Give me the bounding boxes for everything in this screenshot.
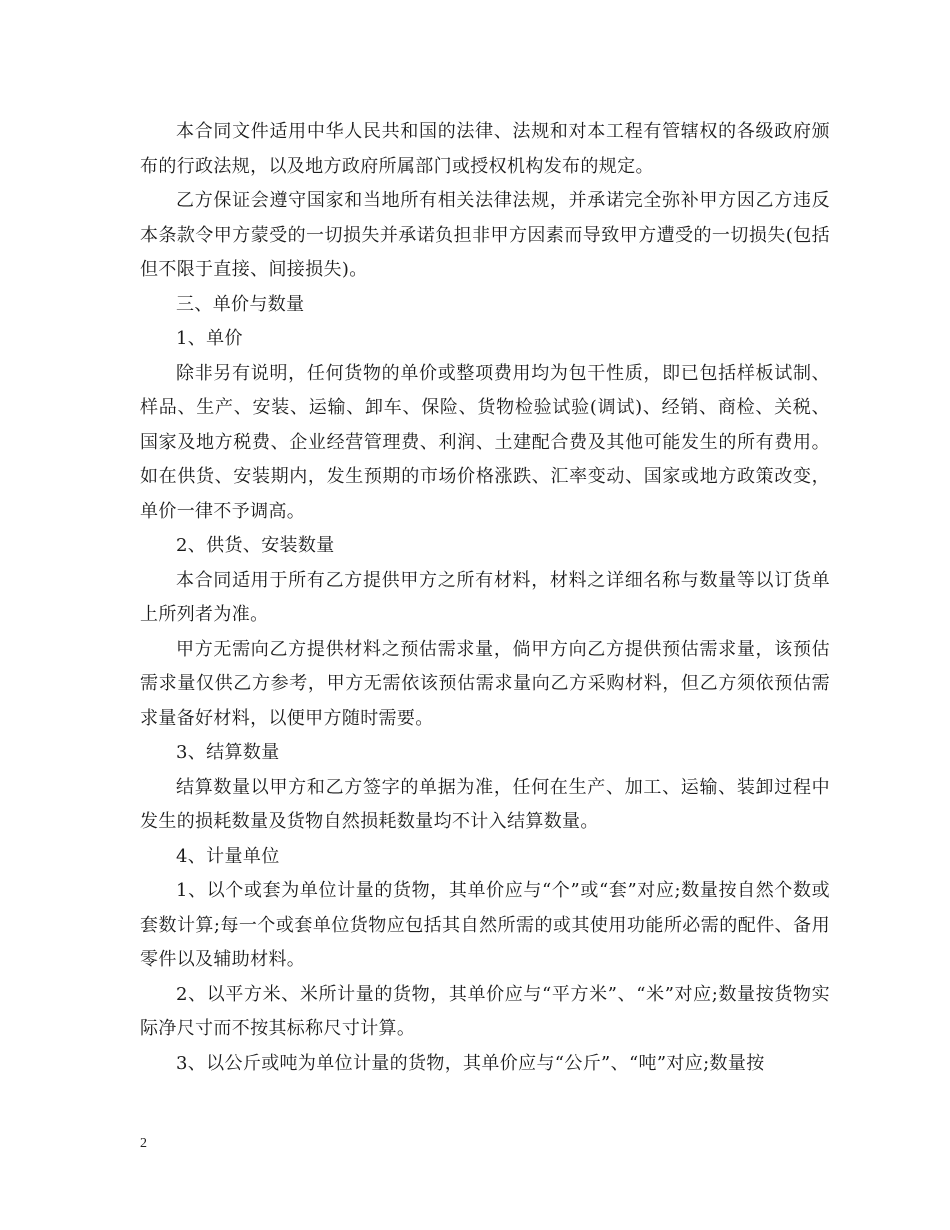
paragraph-unit-by-piece: 1、以个或套为单位计量的货物，其单价应与“个”或“套”对应;数量按自然个数或套数计算;每一个或套单位货物应包括其自然所需的或其使用功能所必需的配件、备用零件以及辅助材料。 <box>140 880 830 970</box>
page-number: 2 <box>140 1136 147 1151</box>
paragraph-order-scope: 本合同适用于所有乙方提供甲方之所有材料，材料之详细名称与数量等以订货单上所列者为准。 <box>140 569 830 625</box>
subheading-unit-price: 1、单价 <box>176 328 243 349</box>
subheading-settlement-quantity: 3、结算数量 <box>176 742 280 763</box>
subheading-supply-quantity: 2、供货、安装数量 <box>176 535 335 556</box>
paragraph-settlement-terms: 结算数量以甲方和乙方签字的单据为准，任何在生产、加工、运输、装卸过程中发生的损耗数量及货物自然损耗数量均不计入结算数量。 <box>140 776 830 832</box>
subheading-measurement-unit: 4、计量单位 <box>176 845 280 867</box>
paragraph-unit-by-area: 2、以平方米、米所计量的货物，其单价应与“平方米”、“米”对应;数量按货物实际净尺寸而不按其标称尺寸计算。 <box>140 983 830 1039</box>
document-body <box>140 115 830 1081</box>
paragraph-unit-by-weight: 3、以公斤或吨为单位计量的货物，其单价应与“公斤”、“吨”对应;数量按 <box>176 1052 765 1074</box>
paragraph-compliance-guarantee: 乙方保证会遵守国家和当地所有相关法律法规，并承诺完全弥补甲方因乙方违反本条款令甲方蒙受的一切损失并承诺负担非甲方因素而导致甲方遭受的一切损失(包括但不限于直接、间接损失)。 <box>140 190 830 280</box>
paragraph-applicable-law: 本合同文件适用中华人民共和国的法律、法规和对本工程有管辖权的各级政府颁布的行政法规，以及地方政府所属部门或授权机构发布的规定。 <box>140 121 830 177</box>
paragraph-estimated-demand: 甲方无需向乙方提供材料之预估需求量，倘甲方向乙方提供预估需求量，该预估需求量仅供乙方参考，甲方无需依该预估需求量向乙方采购材料，但乙方须依预估需求量备好材料，以便甲方随时需要。 <box>140 638 830 729</box>
section-heading-price-quantity: 三、单价与数量 <box>176 293 305 315</box>
paragraph-unit-price-terms: 除非另有说明，任何货物的单价或整项费用均为包干性质，即已包括样板试制、样品、生产、安装、运输、卸车、保险、货物检验试验(调试)、经销、商检、关税、国家及地方税费、企业经营管理费、利润、土建配合费及其他可能发生的所有费用。如在供货、安装期内，发生预期的市场价格涨跌、汇率变动、国家或地方政策改变，单价一律不予调高。 <box>140 362 830 522</box>
